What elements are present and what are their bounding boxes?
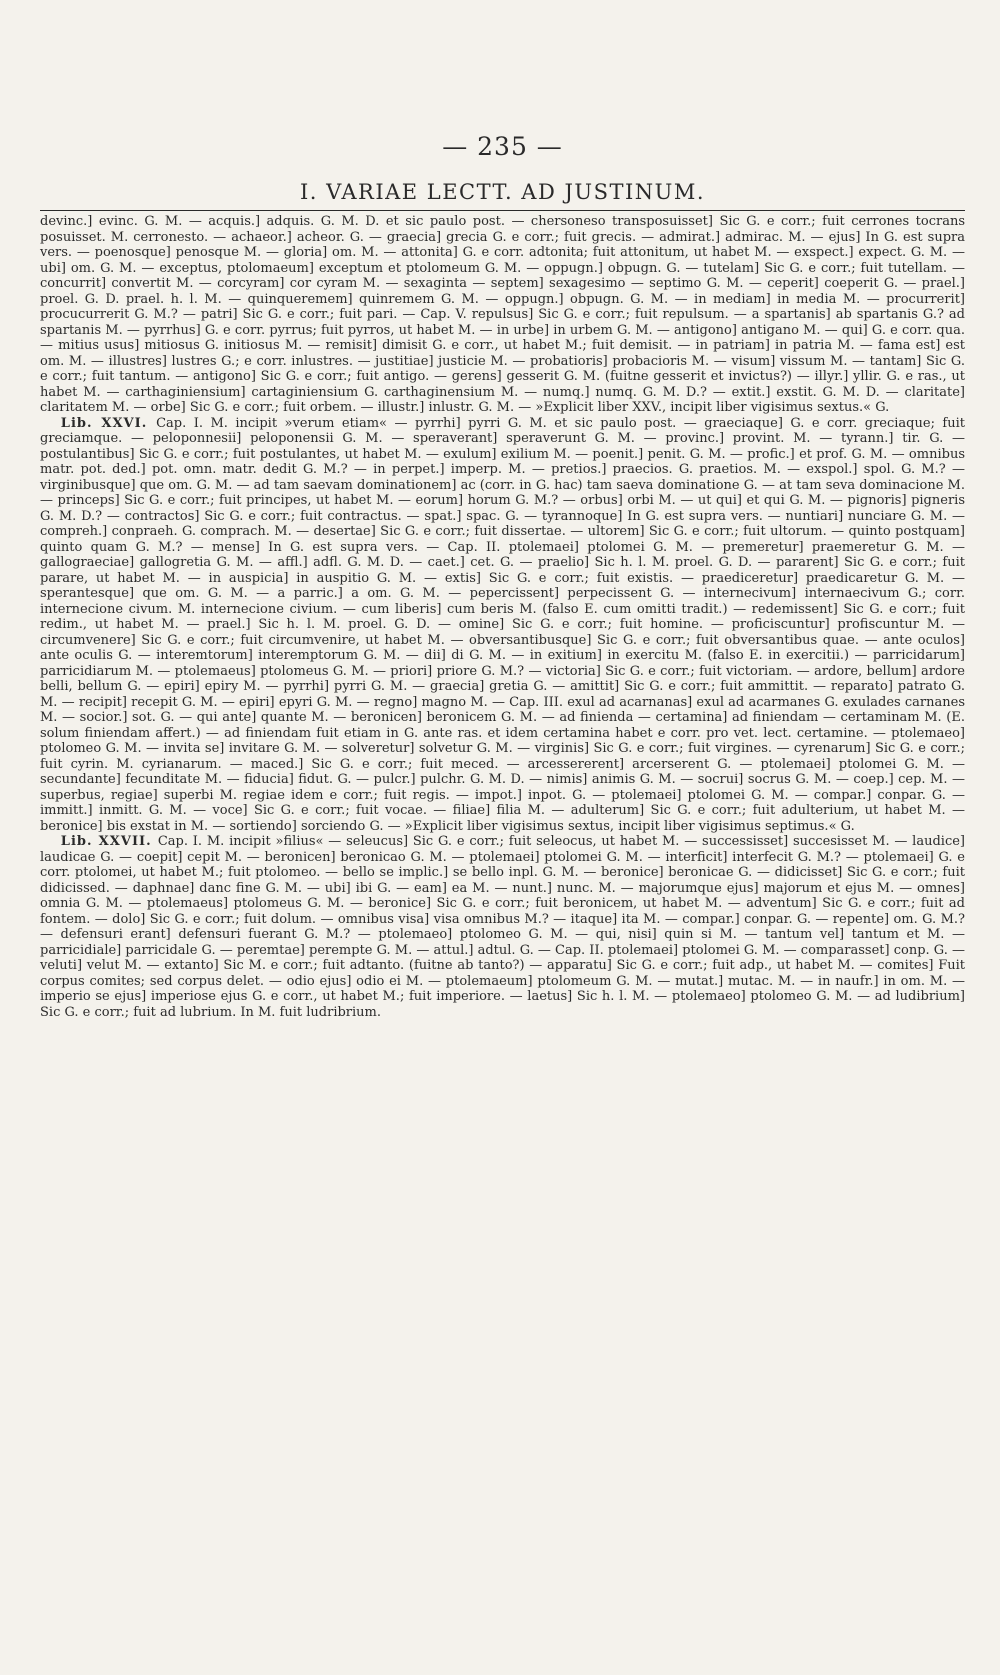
page-number: — 235 —	[442, 132, 563, 161]
paragraph-text: Cap. I. M. incipit »filius« — seleucus] Sic G. e corr.; fuit seleocus, ut habet M. — successisset] succesisset M. — laudice] laudicae G. — coepit] cepit M. — beronicen] beronicao G. M. — ptolemaei] ptolomei G. M. — interficit] interfecit G. M.? — ptolemaei] G. e corr. ptolomei, ut habet M.; fuit ptolomeo. — bello se implic.] se bello inpl. G. M. — beronice] beronicae G. — didicisset] Sic G. e corr.; fuit didicissed. — daphnae] danc fine G. M. — ubi] ibi G. — eam] ea M. — nunt.] nunc. M. — majorumque ejus] majorum et ejus M. — omnes] omnia G. M. — ptolemaeus] ptolomeus G. M. — beronice] Sic G. e corr.; fuit beronicem, ut habet M. — adventum] Sic G. e corr.; fuit ad fontem. — dolo] Sic G. e corr.; fuit dolum. — omnibus visa] visa omnibus M.? — itaque] ita M. — compar.] conpar. G. — repente] om. G. M.? — defensuri erant] defensuri fuerant G. M.? — ptolemaeo] ptolomeo G. M. — qui, nisi] quin si M. — tantum vel] tantum et M. — parricidiale] parricidale G. — peremtae] perempte G. M. — attul.] adtul. G. — Cap. II. ptolemaei] ptolomei G. M. — comparasset] conp. G. — veluti] velut M. — extanto] Sic M. e corr.; fuit adtanto. (fuitne ab tanto?) — apparatu] Sic G. e corr.; fuit adp., ut habet M. — comites] Fuit corpus comites; sed corpus delet. — odio ejus] odio ei M. — ptolemaeum] ptolomeum G. M. — mutat.] mutac. M. — in naufr.] in om. M. — imperio se ejus] imperiose ejus G. e corr., ut habet M.; fuit imperiore. — laetus] Sic h. l. M. — ptolemaeo] ptolomeo G. M. — ad ludibrium] Sic G. e corr.; fuit ad lubrium. In M. fuit ludribrium.	[40, 834, 965, 1020]
apparatus-text	[40, 214, 965, 1020]
paragraph-lib-xxvii	[40, 834, 965, 1020]
paragraph-text: devinc.] evinc. G. M. — acquis.] adquis. G. M. D. et sic paulo post. — chersoneso transposuisset] Sic G. e corr.; fuit cerrones tocrans posuisset. M. cerronesto. — achaeor.] acheor. G. — graecia] grecia G. e corr.; fuit grecis. — admirat.] admirac. M. — ejus] In G. est supra vers. — poenosque] penosque M. — gloria] om. M. — attonita] G. e corr. adtonita; fuit attonitum, ut habet M. — exspect.] expect. G. M. — ubi] om. G. M. — exceptus, ptolomaeum] exceptum et ptolomeum G. M. — oppugn.] obpugn. G. — tutelam] Sic G. e corr.; fuit tutellam. — concurrit] convertit M. — corcyram] cor cyram M. — sexaginta — septem] sexagesimo — septimo G. M. — ceperit] coeperit G. — prael.] proel. G. D. prael. h. l. M. — quinqueremem] quinremem G. M. — oppugn.] obpugn. G. M. — in mediam] in media M. — procurrerit] procucurrerit G. M.? — patri] Sic G. e corr.; fuit pari. — Cap. V. repulsus] Sic G. e corr.; fuit repulsum. — a spartanis] ab spartanis G.? ad spartanis M. — pyrrhus] G. e corr. pyrrus; fuit pyrros, ut habet M. — in urbe] in urbem G. M. — antigono] antigano M. — qui] G. e corr. qua. — mitius usus] mitiosus G. initiosus M. — remisit] dimisit G. e corr., ut habet M.; fuit demisit. — in patriam] in patria M. — fama est] est om. M. — illustres] lustres G.; e corr. inlustres. — justitiae] justicie M. — probatioris] probacioris M. — visum] vissum M. — tantam] Sic G. e corr.; fuit tantum. — antigono] Sic G. e corr.; fuit antigo. — gerens] gesserit G. M. (fuitne gesserit et invictus?) — illyr.] yllir. G. e ras., ut habet M. — carthaginiensium] cartaginiensium G. carthaginensium M. — numq.] numq. G. M. D.? — extit.] exstit. G. M. D. — claritate] claritatem M. — orbe] Sic G. e corr.; fuit orbem. — illustr.] inlustr. G. M. — »Explicit liber XXV., incipit liber vigisimus sextus.« G.	[40, 214, 965, 415]
running-head: I. VARIAE LECTT. AD JUSTINUM.	[299, 180, 706, 204]
paragraph-text: Cap. I. M. incipit »verum etiam« — pyrrhi] pyrri G. M. et sic paulo post. — graeciaque] G. e corr. greciaque; fuit greciamque. — peloponnesii] peloponensii G. M. — speraverant] speraverunt G. M. — provinc.] provint. M. — tyrann.] tir. G. — postulantibus] Sic G. e corr.; fuit postulantes, ut habet M. — exulum] exilium M. — poenit.] penit. G. M. — profic.] et prof. G. M. — omnibus matr. pot. ded.] pot. omn. matr. dedit G. M.? — in perpet.] imperp. M. — pretios.] praecios. G. praetios. M. — exspol.] spol. G. M.? — virginibusque] que om. G. M. — ad tam saevam dominationem] ac (corr. in G. hac) tam saeva dominatione G. — at tam seva dominacione M. — princeps] Sic G. e corr.; fuit principes, ut habet M. — eorum] horum G. M.? — orbus] orbi M. — ut qui] et qui G. M. — pignoris] pigneris G. M. D.? — contractos] Sic G. e corr.; fuit contractus. — spat.] spac. G. — tyrannoque] In G. est supra vers. — nuntiari] nunciare G. M. — compreh.] conpraeh. G. comprach. M. — desertae] Sic G. e corr.; fuit dissertae. — ultorem] Sic G. e corr.; fuit ultorum. — quinto postquam] quinto quam G. M.? — mense] In G. est supra vers. — Cap. II. ptolemaei] ptolomei G. M. — premeretur] praemeretur G. M. — gallograeciae] gallogretia G. M. — affl.] adfl. G. M. D. — caet.] cet. G. — praelio] Sic h. l. M. proel. G. D. — pararent] Sic G. e corr.; fuit parare, ut habet M. — in auspicia] in auspitio G. M. — extis] Sic G. e corr.; fuit existis. — praediceretur] praedicaretur G. M. — sperantesque] que om. G. M. — a parric.] a om. G. M. — pepercissent] perpecissent G. — internecivum] internaecivum G.; corr. internecione civum. M. internecione civium. — cum liberis] cum beris M. (falso E. cum omitti tradit.) — redemissent] Sic G. e corr.; fuit redim., ut habet M. — prael.] Sic h. l. M. proel. G. D. — omine] Sic G. e corr.; fuit homine. — proficiscuntur] profiscuntur M. — circumvenere] Sic G. e corr.; fuit circumvenire, ut habet M. — obversantibusque] Sic G. e corr.; fuit obversantibus quae. — ante oculos] ante oculis G. — interemtorum] interemptorum G. M. — dii] di G. M. — in exitium] in exercitu M. (falso E. in exercitii.) — parricidarum] parricidiarum M. — ptolemaeus] ptolomeus G. M. — priori] priore G. M.? — victoria] Sic G. e corr.; fuit victoriam. — ardore, bellum] ardore belli, bellum G. — epiri] epiry M. — pyrrhi] pyrri G. M. — graecia] gretia G. — amittit] Sic G. e corr.; fuit ammittit. — reparato] patrato G. M. — recipit] recepit G. M. — epiri] epyri G. M. — regno] magno M. — Cap. III. exul ad acarnanas] exul ad acarmanes G. exulades carnanes M. — socior.] sot. G. — qui ante] quante M. — beronicen] beronicem G. M. — ad finienda — certamina] ad finiendam — certaminam M. (E. solum finiendam affert.) — ad finiendam fuit etiam in G. ante ras. et idem certamina habet e corr. pro vet. lect. certamine. — ptolemaeo] ptolomeo G. M. — invita se] invitare G. M. — solveretur] solvetur G. M. — virginis] Sic G. e corr.; fuit virgines. — cyrenarum] Sic G. e corr.; fuit cyrin. M. cyrianarum. — maced.] Sic G. e corr.; fuit meced. — arcessererent] arcerserent G. — ptolemaei] ptolomei G. M. — secundante] fecunditate M. — fiducia] fidut. G. — pulcr.] pulchr. G. M. D. — nimis] animis G. M. — socrui] socrus G. M. — coep.] cep. M. — superbus, regiae] superbi M. regiae idem e corr.; fuit regis. — impot.] inpot. G. — ptolemaei] ptolomei G. M. — compar.] conpar. G. — immitt.] inmitt. G. M. — voce] Sic G. e corr.; fuit vocae. — filiae] filia M. — adulterum] Sic G. e corr.; fuit adulterium, ut habet M. — beronice] bis exstat in M. — sortiendo] sorciendo G. — »Explicit liber vigisimus sextus, incipit liber vigisimus septimus.« G.	[40, 415, 965, 834]
book-heading: Lib. XXVI.	[60, 415, 157, 431]
header-rule	[40, 210, 965, 211]
document-page	[40, 0, 965, 1675]
paragraph-lib-xxv-notes	[40, 214, 965, 416]
book-heading: Lib. XXVII.	[60, 834, 158, 849]
paragraph-lib-xxvi	[40, 416, 965, 835]
